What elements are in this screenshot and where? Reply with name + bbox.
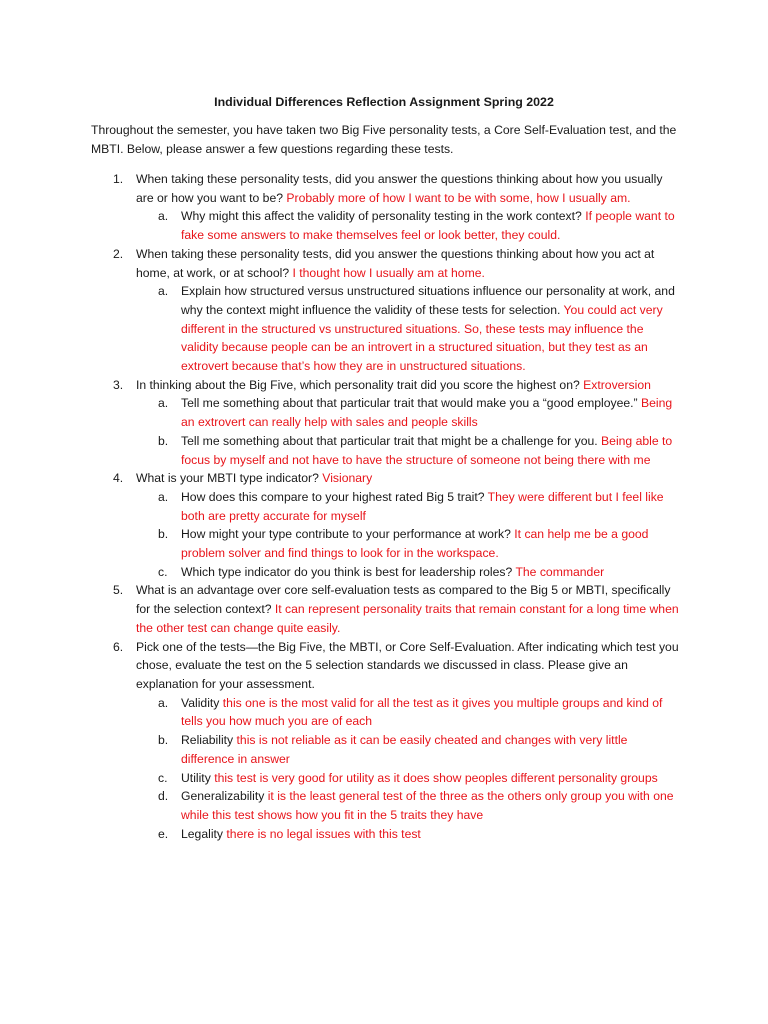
sub-question-item	[0, 694, 681, 731]
sub-question-letter: d.	[158, 789, 169, 804]
question-text: What is an advantage over core self-evaluation tests as compared to the Big 5 or MBTI, specifically for the selection context?	[136, 583, 671, 617]
answer-text: Extroversion	[583, 377, 651, 392]
answer-text: Visionary	[322, 471, 373, 486]
answer-text: If people want to fake some answers to make themselves feel or look better, they could.	[181, 209, 675, 243]
answer-text: there is no legal issues with this test	[226, 826, 421, 841]
sub-question-text: Tell me something about that particular trait that would make you a “good employee.”	[181, 396, 638, 411]
sub-question-letter: a.	[158, 209, 169, 224]
document-title: Individual Differences Reflection Assignment Spring 2022	[214, 95, 554, 109]
question-item	[0, 638, 682, 694]
sub-question-text: How might your type contribute to your performance at work?	[181, 527, 511, 542]
sub-question-item	[0, 731, 681, 768]
sub-question-text: Validity	[181, 695, 220, 710]
sub-question-letter: a.	[158, 695, 169, 710]
sub-question-item	[0, 563, 681, 582]
question-text: When taking these personality tests, did you answer the questions thinking about how you act at home, at work, or at school?	[136, 246, 655, 280]
question-item	[0, 245, 682, 282]
sub-question-text: How does this compare to your highest rated Big 5 trait?	[181, 489, 485, 504]
question-number: 4.	[113, 471, 124, 486]
question-text: Pick one of the tests—the Big Five, the MBTI, or Core Self-Evaluation. After indicating which test you chose, evaluate the test on the 5 selection standards we discussed in class. Please give an explanation for your assessment.	[136, 639, 679, 691]
sub-question-text: Utility	[181, 770, 215, 785]
sub-question-item	[0, 787, 681, 824]
answer-text: You could act very different in the structured vs unstructured situations. So, these tests may influence the validity because people can be an introvert in a structured situation, but they test as an extrovert because that’s how they are in unstructured situations.	[181, 302, 663, 374]
sub-question-letter: b.	[158, 733, 169, 748]
answer-text: this is not reliable as it can be easily cheated and changes with very little difference in answer	[181, 733, 628, 766]
sub-question-text: Tell me something about that particular trait that might be a challenge for you.	[181, 433, 598, 448]
question-number: 2.	[113, 246, 124, 261]
sub-question-letter: a.	[158, 396, 169, 411]
sub-question-item	[0, 525, 681, 562]
sub-question-text: Legality	[181, 826, 224, 841]
sub-question-letter: b.	[158, 527, 169, 542]
answer-text: It can represent personality traits that remain constant for a long time when the other test can change quite easily.	[136, 602, 679, 635]
sub-question-letter: a.	[158, 489, 169, 504]
intro-paragraph: Throughout the semester, you have taken two Big Five personality tests, a Core Self-Evaluation test, and the MBTI. Below, please answer a few questions regarding these tests.	[91, 123, 677, 156]
sub-question-text: Explain how structured versus unstructured situations influence our personality at work, and why the context might influence the validity of these tests for selection.	[181, 284, 675, 317]
question-item	[0, 376, 682, 395]
sub-question-text: Which type indicator do you think is best for leadership roles?	[181, 564, 513, 579]
sub-question-letter: a.	[158, 284, 169, 299]
question-item	[0, 581, 682, 637]
question-number: 1.	[113, 172, 124, 186]
question-item	[0, 469, 682, 488]
answer-text: this test is very good for utility as it does show peoples different personality groups	[214, 770, 658, 785]
answer-text: it is the least general test of the three as the others only group you with one while this test shows how you fit in the 5 traits they have	[181, 789, 674, 822]
question-text: What is your MBTI type indicator?	[136, 471, 319, 486]
sub-question-item	[0, 394, 681, 431]
question-list	[0, 170, 768, 843]
sub-question-item	[0, 825, 681, 844]
question-item	[0, 170, 682, 207]
sub-question-item	[0, 207, 681, 244]
sub-question-item	[0, 282, 681, 376]
sub-question-text: Generalizability	[181, 789, 265, 804]
sub-question-text: Why might this affect the validity of personality testing in the work context?	[181, 209, 582, 224]
answer-text: Being able to focus by myself and not have to have the structure of someone not being there with me	[181, 433, 673, 467]
question-text: In thinking about the Big Five, which personality trait did you score the highest on?	[136, 377, 580, 392]
question-text: When taking these personality tests, did you answer the questions thinking about how you usually are or how you want to be?	[136, 172, 663, 205]
sub-question-letter: e.	[158, 826, 169, 841]
sub-question-letter: c.	[158, 564, 168, 579]
sub-question-letter: b.	[158, 433, 169, 448]
sub-question-item	[0, 488, 681, 525]
answer-text: I thought how I usually am at home.	[292, 265, 485, 280]
sub-question-item	[0, 769, 681, 788]
answer-text: this one is the most valid for all the test as it gives you multiple groups and kind of tells you how much you are of each	[181, 695, 663, 729]
answer-text: It can help me be a good problem solver and find things to look for in the workspace.	[181, 527, 649, 561]
answer-text: They were different but I feel like both are pretty accurate for myself	[181, 489, 664, 523]
sub-question-item	[0, 432, 681, 469]
sub-question-text: Reliability	[181, 733, 234, 748]
question-number: 6.	[113, 639, 124, 654]
question-number: 5.	[113, 583, 124, 598]
answer-text: The commander	[515, 564, 605, 579]
answer-text: Being an extrovert can really help with sales and people skills	[181, 396, 673, 430]
question-number: 3.	[113, 377, 124, 392]
answer-text: Probably more of how I want to be with some, how I usually am.	[286, 190, 631, 205]
sub-question-letter: c.	[158, 770, 168, 785]
